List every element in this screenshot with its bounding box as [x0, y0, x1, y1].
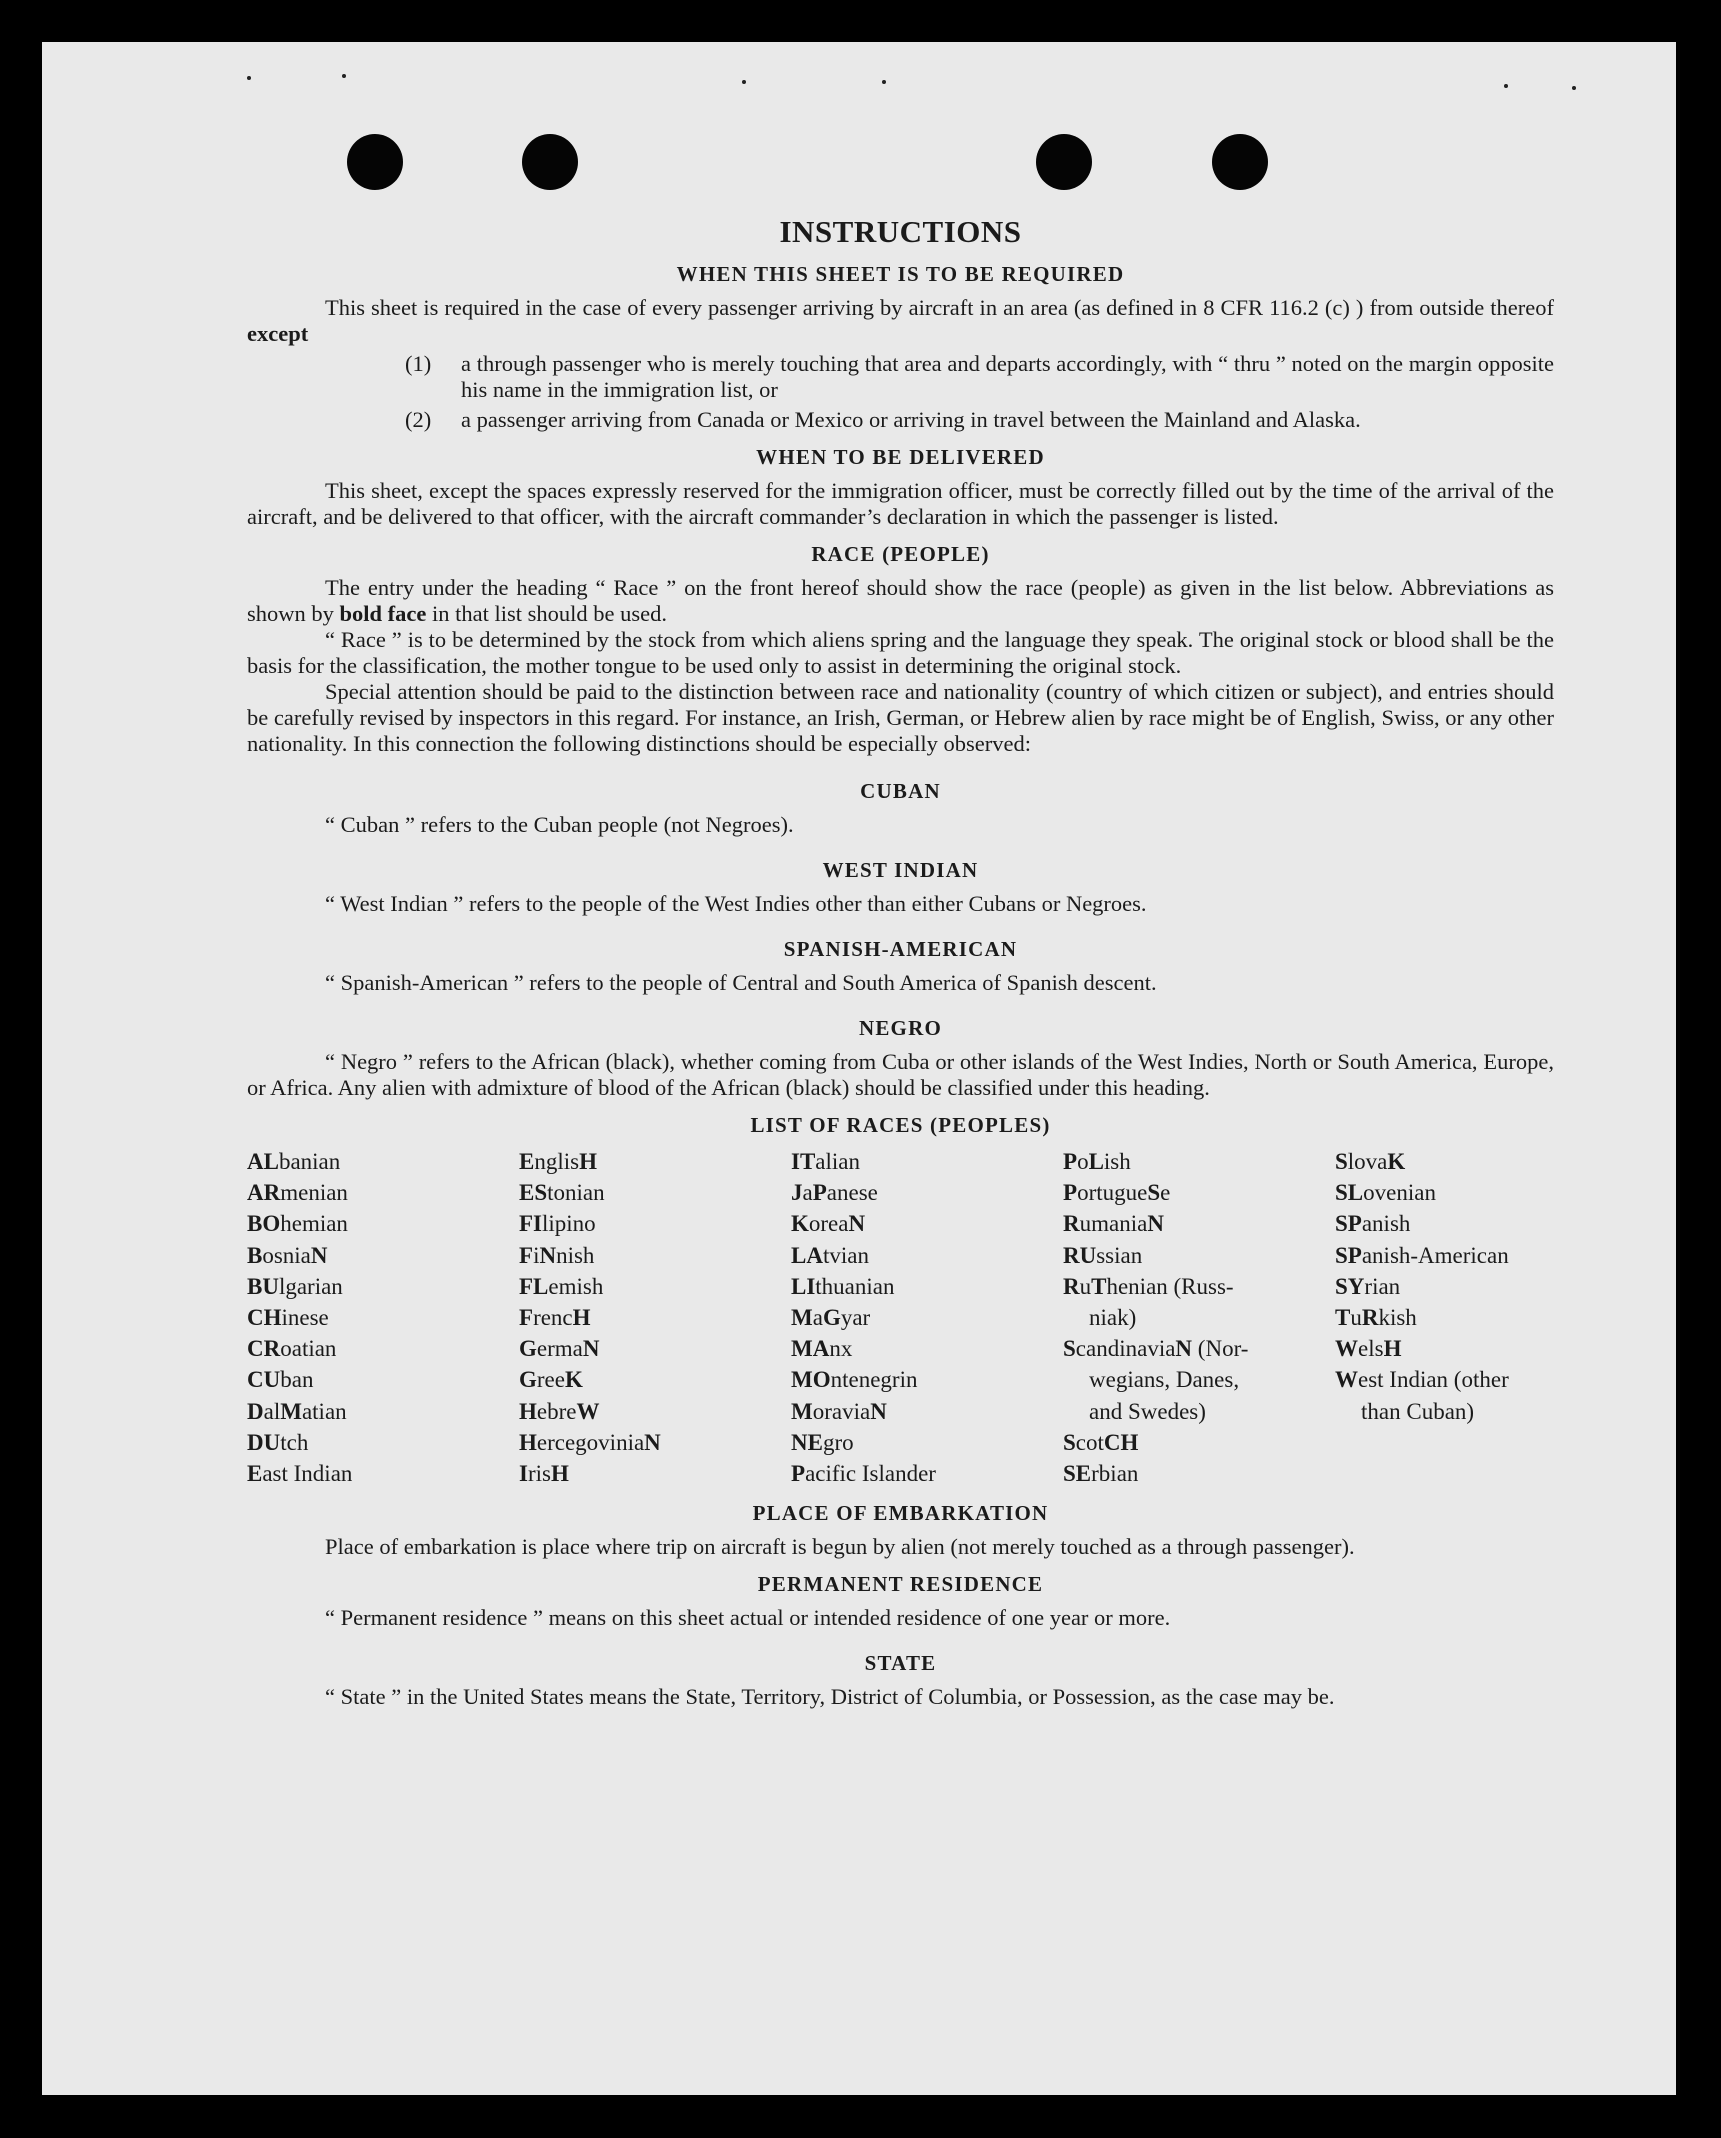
race-entry: MoraviaN — [791, 1398, 887, 1424]
race-entry: LAtvian — [791, 1242, 869, 1268]
race-entry: CRoatian — [247, 1336, 337, 1362]
race-entry: GermaN — [519, 1336, 600, 1362]
race-entry: ScotCH — [1063, 1429, 1139, 1455]
race-entry: FrencH — [519, 1305, 591, 1331]
race-entry: Pacific Islander — [791, 1461, 936, 1487]
punch-hole — [522, 134, 578, 190]
race-entry: HebreW — [519, 1398, 600, 1424]
page-title: INSTRUCTIONS — [779, 214, 1022, 249]
list-item: (2) a passenger arriving from Canada or Mexico or arriving in travel between the Mainland and Alaska. — [405, 407, 1361, 432]
race-entry: TuRkish — [1335, 1305, 1417, 1331]
document-sheet — [42, 42, 1676, 2095]
spanish-american-text: “ Spanish-American ” refers to the people of Central and South America of Spanish descent. — [325, 970, 1157, 995]
race-entry: SPanish-American — [1335, 1242, 1509, 1268]
heading-when-required: WHEN THIS SHEET IS TO BE REQUIRED — [676, 262, 1125, 286]
cuban-text: “ Cuban ” refers to the Cuban people (not Negroes). — [325, 812, 794, 837]
race-entry: MaGyar — [791, 1305, 871, 1331]
race-entry: WelsH — [1335, 1336, 1402, 1362]
race-entry: ALbanian — [247, 1149, 341, 1174]
race-paragraph-2: “ Race ” is to be determined by the stock from which aliens spring and the language they speak. The original stock or blood shall be the basis for the classification, the mother tongue to be used only to assist in determining the original stock. — [247, 627, 1554, 678]
speck — [342, 74, 346, 78]
heading-when-delivered: WHEN TO BE DELIVERED — [756, 445, 1045, 469]
permanent-residence-text: “ Permanent residence ” means on this sheet actual or intended residence of one year or more. — [325, 1605, 1171, 1631]
race-entry: MOntenegrin — [791, 1367, 918, 1393]
race-entry: SlovaK — [1335, 1149, 1406, 1174]
race-entry: ScandinaviaN (Nor- — [1063, 1336, 1249, 1362]
race-entry: CHinese — [247, 1305, 329, 1331]
race-entry: RuThenian (Russ- — [1063, 1273, 1234, 1299]
race-entry: FLemish — [519, 1273, 604, 1299]
race-entry: EnglisH — [519, 1149, 597, 1174]
heading-state: STATE — [864, 1651, 937, 1676]
speck — [742, 80, 746, 84]
race-entry: GreeK — [519, 1367, 583, 1393]
race-entry: East Indian — [247, 1461, 353, 1487]
race-entry: FIlipino — [519, 1211, 596, 1237]
race-entry: LIthuanian — [791, 1273, 895, 1299]
race-entry: EStonian — [519, 1180, 605, 1206]
race-paragraph-3: Special attention should be paid to the distinction between race and nationality (country of which citizen or subject), and entries should be carefully revised by inspectors in this regard. For instance, an Irish, German, or Hebrew alien by race might be of English, Swiss, or any other nationality. In this connection the following distinctions should be especially observed: — [247, 679, 1554, 756]
speck — [882, 80, 886, 84]
race-list — [247, 1146, 1554, 1489]
race-entry: and Swedes) — [1089, 1398, 1206, 1424]
when-delivered-text: This sheet, except the spaces expressly reserved for the immigration officer, must be correctly filled out by the time of the arrival of the aircraft, and be delivered to that officer, with the aircraft commander’s declaration in which the passenger is listed. — [247, 478, 1554, 529]
race-entry: KoreaN — [791, 1211, 866, 1237]
when-required-intro: This sheet is required in the case of every passenger arriving by aircraft in an area (as defined in 8 CFR 116.2 (c) ) from outside thereof except — [247, 295, 1554, 346]
race-entry: West Indian (other — [1335, 1367, 1509, 1393]
race-entry: PortugueSe — [1063, 1180, 1171, 1206]
heading-race: RACE (PEOPLE) — [811, 542, 990, 566]
punch-hole — [347, 134, 403, 190]
place-of-embarkation-text: Place of embarkation is place where trip on aircraft is begun by alien (not merely touched as a through passenger). — [325, 1534, 1355, 1560]
race-entry: SPanish — [1335, 1211, 1411, 1237]
heading-spanish-american: SPANISH-AMERICAN — [783, 937, 1018, 961]
race-entry: JaPanese — [791, 1180, 878, 1206]
state-text: “ State ” in the United States means the State, Territory, District of Columbia, or Possession, as the case may be. — [325, 1684, 1335, 1710]
speck — [1572, 86, 1576, 90]
race-entry: than Cuban) — [1361, 1398, 1475, 1424]
race-column — [247, 1146, 519, 1489]
heading-place-of-embarkation: PLACE OF EMBARKATION — [752, 1501, 1049, 1526]
race-entry: HercegoviniaN — [519, 1429, 661, 1455]
race-entry: niak) — [1089, 1305, 1137, 1331]
race-paragraph-1: The entry under the heading “ Race ” on the front hereof should show the race (people) as given in the list below. Abbreviations as shown by bold face in that list should be used. — [247, 575, 1554, 626]
race-entry: BosniaN — [247, 1242, 328, 1268]
race-entry: DalMatian — [247, 1398, 347, 1424]
race-column — [519, 1146, 791, 1489]
instructions-content — [247, 214, 1554, 1710]
list-item: (1) a through passenger who is merely touching that area and departs accordingly, with “ thru ” noted on the margin opposite his name in the immigration list, or — [405, 351, 1554, 402]
speck — [247, 76, 251, 80]
heading-permanent-residence: PERMANENT RESIDENCE — [757, 1572, 1044, 1597]
race-column — [1063, 1146, 1335, 1489]
race-column — [1335, 1146, 1565, 1489]
speck — [1504, 84, 1508, 88]
race-entry: RUssian — [1063, 1242, 1143, 1268]
race-entry: RumaniaN — [1063, 1211, 1164, 1237]
heading-negro: NEGRO — [858, 1016, 942, 1040]
race-entry: BOhemian — [247, 1211, 348, 1237]
race-entry: SLovenian — [1335, 1180, 1436, 1206]
heading-west-indian: WEST INDIAN — [822, 858, 979, 882]
race-entry: BUlgarian — [247, 1273, 343, 1299]
race-entry: DUtch — [247, 1429, 309, 1455]
race-entry: MAnx — [791, 1336, 853, 1362]
race-entry: PoLish — [1063, 1149, 1131, 1174]
race-entry: wegians, Danes, — [1089, 1367, 1240, 1393]
race-entry: SErbian — [1063, 1461, 1139, 1487]
race-entry: FiNnish — [519, 1242, 595, 1268]
heading-list-of-races: LIST OF RACES (PEOPLES) — [750, 1113, 1051, 1137]
race-entry: ARmenian — [247, 1180, 348, 1206]
race-entry: NEgro — [791, 1429, 854, 1455]
west-indian-text: “ West Indian ” refers to the people of the West Indies other than either Cubans or Negroes. — [325, 891, 1147, 916]
race-entry: SYrian — [1335, 1273, 1401, 1299]
race-entry: CUban — [247, 1367, 314, 1393]
race-entry: ITalian — [791, 1149, 860, 1174]
heading-cuban: CUBAN — [860, 779, 941, 803]
race-entry: IrisH — [519, 1461, 569, 1487]
punch-hole — [1212, 134, 1268, 190]
negro-text: “ Negro ” refers to the African (black), whether coming from Cuba or other islands of the West Indies, North or South America, Europe, or Africa. Any alien with admixture of blood of the African (black) should be classified under this heading. — [247, 1049, 1554, 1100]
punch-hole — [1036, 134, 1092, 190]
race-column — [791, 1146, 1063, 1489]
